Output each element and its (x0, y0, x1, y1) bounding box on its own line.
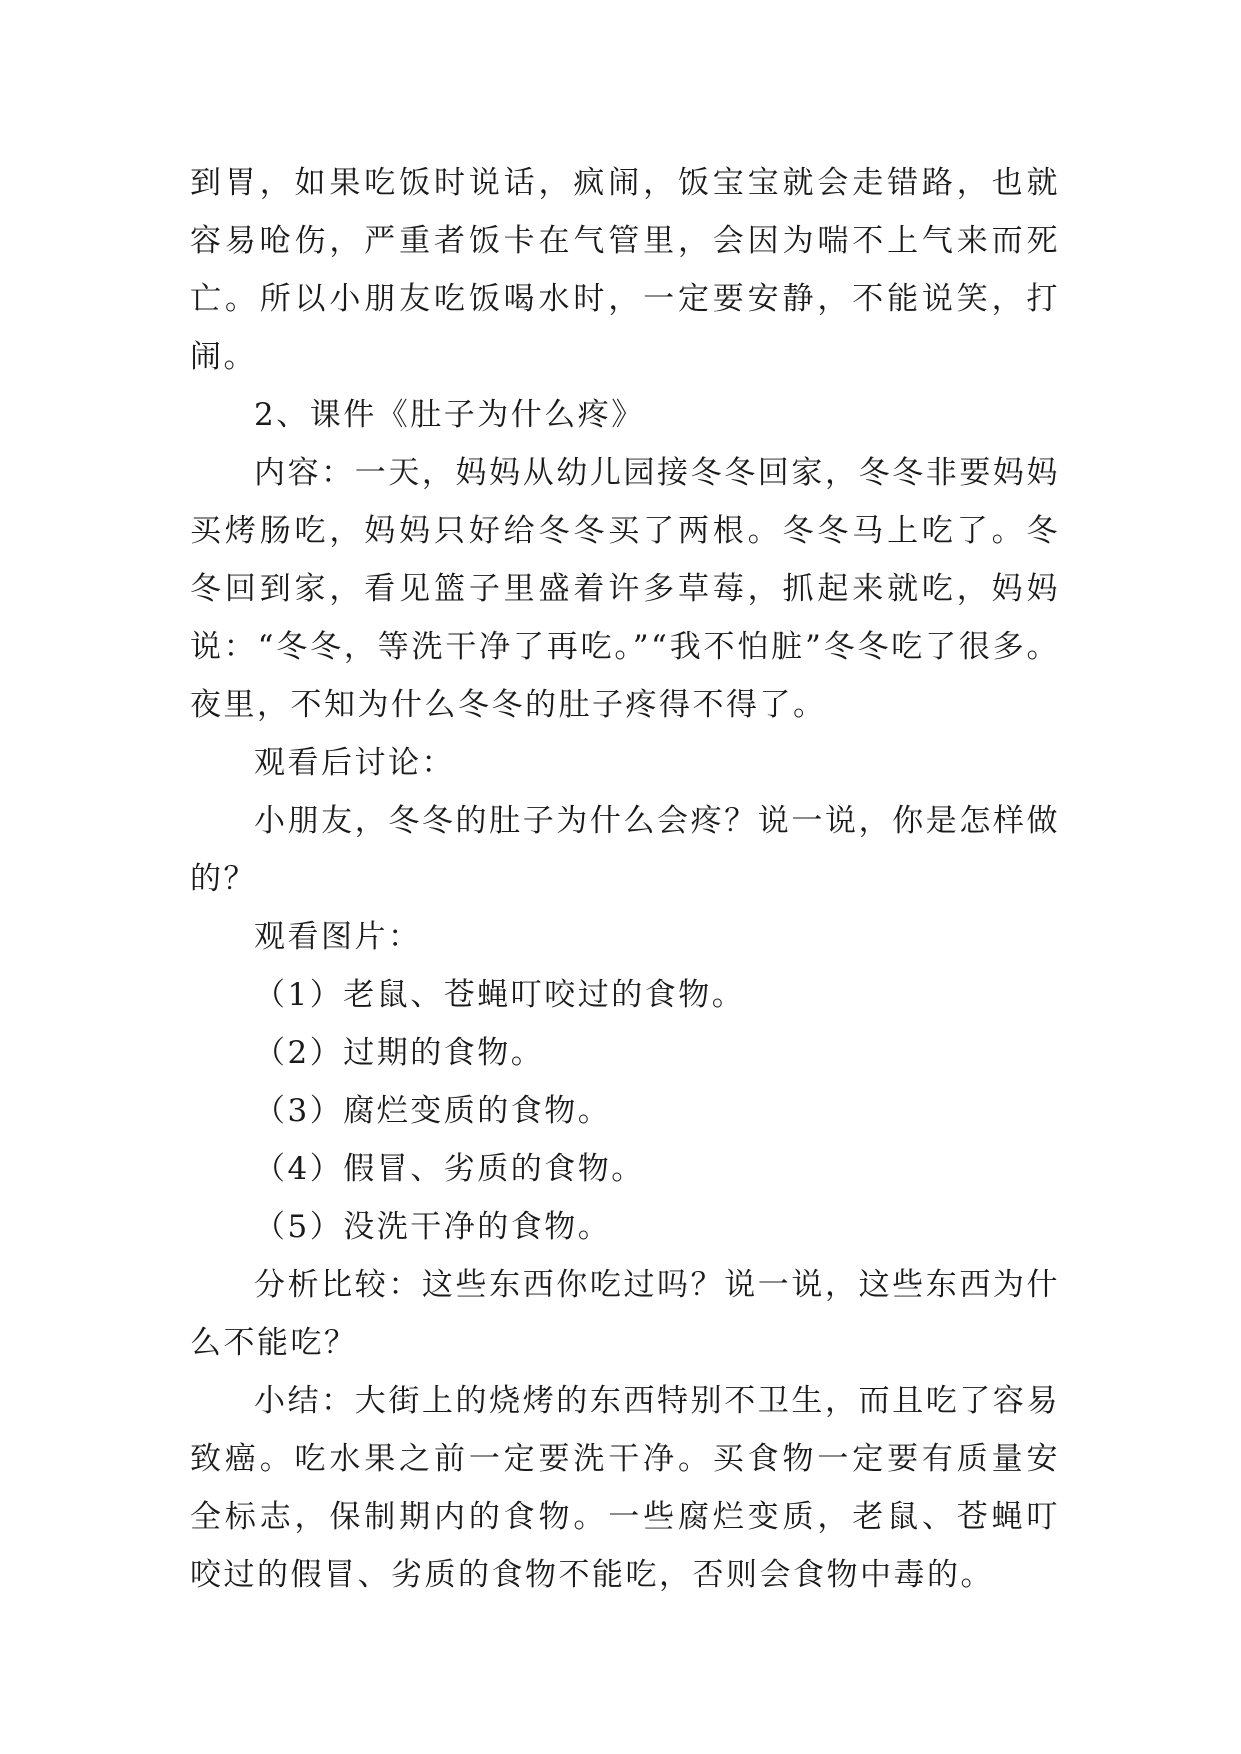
paragraph-discussion-question: 小朋友，冬冬的肚子为什么会疼？说一说，你是怎样做的？ (190, 803, 1060, 897)
paragraph-story-content: 内容：一天，妈妈从幼儿园接冬冬回家，冬冬非要妈妈买烤肠吃，妈妈只好给冬冬买了两根。冬冬马上吃了。冬冬回到家，看见篮子里盛着许多草莓，抓起来就吃，妈妈说：“冬冬，等洗干净了再吃。”“我不怕脏”冬冬吃了很多。夜里，不知为什么冬冬的肚子疼得不得了。 (190, 455, 1060, 723)
list-item: （3）腐烂变质的食物。 (254, 1093, 612, 1129)
paragraph-pictures-label: 观看图片： (254, 919, 422, 955)
paragraph-choking-warning: 到胃，如果吃饭时说话，疯闹，饭宝宝就会走错路，也就容易呛伤，严重者饭卡在气管里，会因为喘不上气来而死亡。所以小朋友吃饭喝水时，一定要安静，不能说笑，打闹。 (190, 165, 1060, 375)
list-item: （4）假冒、劣质的食物。 (254, 1151, 645, 1187)
list-item: （1）老鼠、苍蝇叮咬过的食物。 (254, 977, 746, 1013)
paragraph-discussion-label: 观看后讨论： (254, 745, 455, 781)
paragraph-summary: 小结：大街上的烧烤的东西特别不卫生，而且吃了容易致癌。吃水果之前一定要洗干净。买食物一定要有质量安全标志，保制期内的食物。一些腐烂变质，老鼠、苍蝇叮咬过的假冒、劣质的食物不能吃，否则会食物中毒的。 (190, 1383, 1060, 1593)
section-heading-courseware: 2、课件《肚子为什么疼》 (254, 397, 645, 433)
paragraph-analysis: 分析比较：这些东西你吃过吗？说一说，这些东西为什么不能吃？ (190, 1267, 1060, 1361)
list-item: （5）没洗干净的食物。 (254, 1209, 612, 1245)
document-body (190, 154, 1060, 1604)
list-item: （2）过期的食物。 (254, 1035, 545, 1071)
